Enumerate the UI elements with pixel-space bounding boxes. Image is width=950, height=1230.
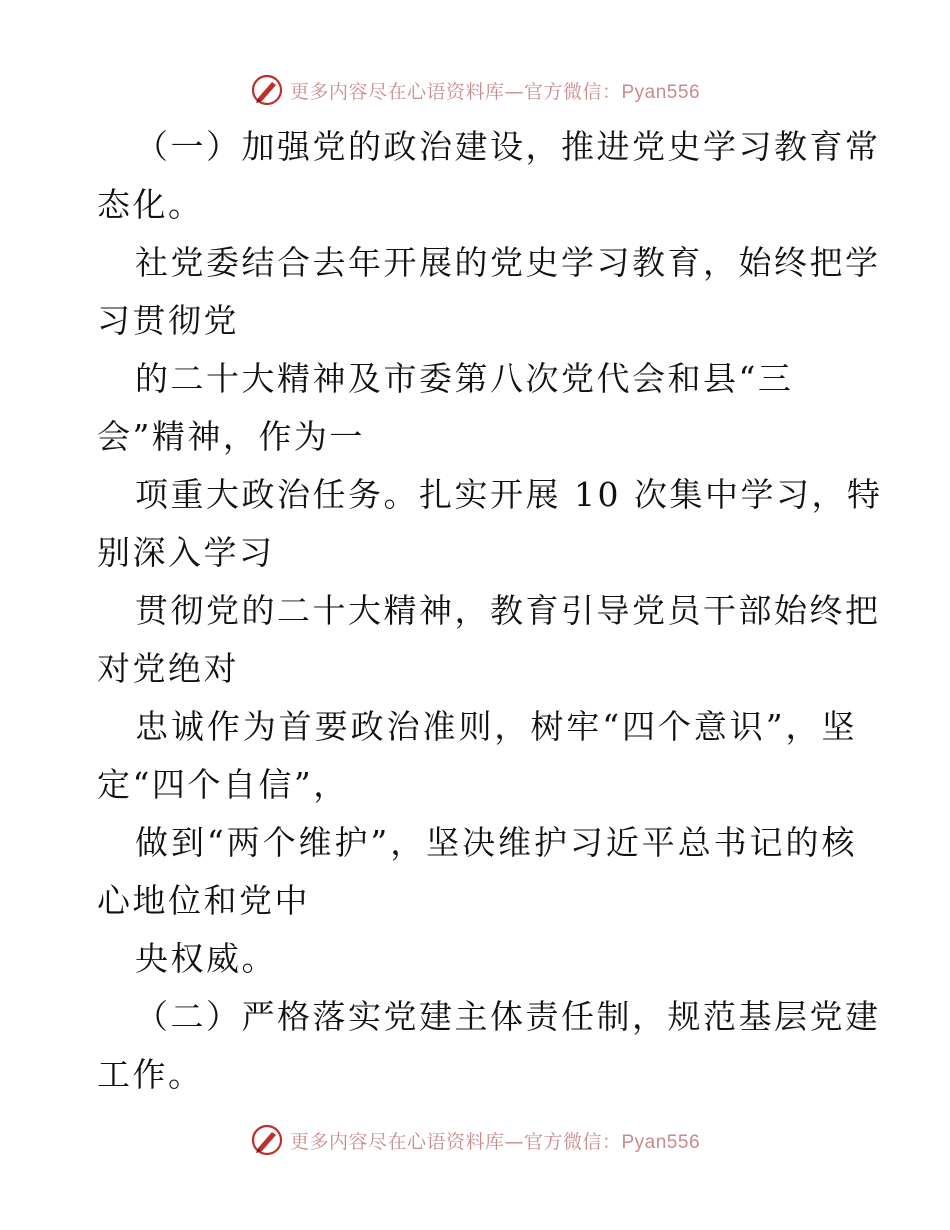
text-line: 态化。 [97,185,204,224]
pen-circle-logo-icon [250,73,284,107]
text-line: 项重大政治任务。扎实开展 10 次集中学习，特 [135,475,883,514]
watermark-text: 更多内容尽在心语资料库—官方微信：Pyan556 [289,80,701,103]
text-line: 的二十大精神及市委第八次党代会和县“三 [135,359,794,398]
text-line: 对党绝对 [97,649,239,688]
text-line: 忠诚作为首要政治准则，树牢“四个意识”，坚 [135,707,857,746]
text-line: 别深入学习 [97,533,275,572]
section-heading-1: （一）加强党的政治建设，推进党史学习教育常 [135,127,881,166]
text-line: 贯彻党的二十大精神，教育引导党员干部始终把 [135,591,881,630]
pen-circle-logo-icon [250,1123,284,1157]
text-line: 工作。 [97,1055,204,1094]
text-line: 央权威。 [135,939,277,978]
text-line: 习贯彻党 [97,301,239,340]
watermark-footer [0,1120,950,1160]
watermark-header [0,70,950,110]
text-line: 心地位和党中 [97,881,310,920]
text-line: 社党委结合去年开展的党史学习教育，始终把学 [135,243,881,282]
text-line: 定“四个自信”， [97,765,349,804]
watermark-text: 更多内容尽在心语资料库—官方微信：Pyan556 [289,1130,701,1153]
document-body [97,118,883,1104]
text-line: 会”精神，作为一 [97,417,365,456]
text-line: 做到“两个维护”，坚决维护习近平总书记的核 [135,823,857,862]
section-heading-2: （二）严格落实党建主体责任制，规范基层党建 [135,997,881,1036]
